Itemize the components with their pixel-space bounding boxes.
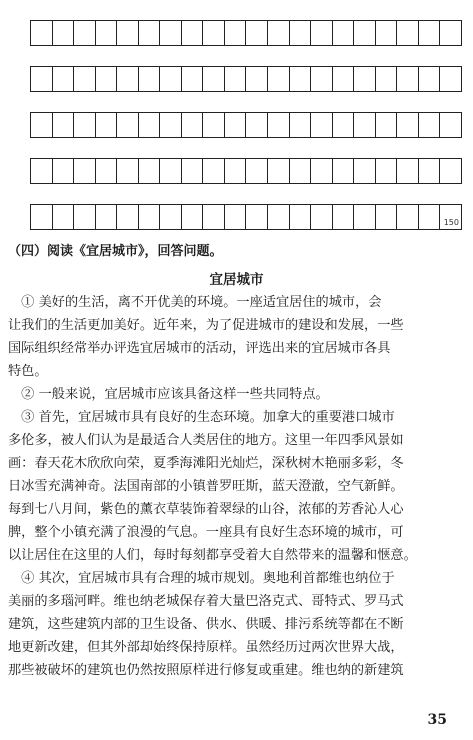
grid-cell[interactable] xyxy=(311,67,333,91)
text-line: 建筑，这些建筑内部的卫生设备、供水、供暖、排污系统等都在不断 xyxy=(8,617,404,632)
grid-cell[interactable] xyxy=(419,205,441,229)
grid-cell[interactable] xyxy=(354,113,376,137)
grid-cell[interactable] xyxy=(53,159,75,183)
grid-cell[interactable] xyxy=(440,113,462,137)
grid-cell[interactable] xyxy=(225,67,247,91)
grid-cell[interactable] xyxy=(419,113,441,137)
grid-cell[interactable] xyxy=(268,205,290,229)
grid-cell[interactable] xyxy=(376,21,398,45)
grid-cell[interactable] xyxy=(139,67,161,91)
grid-cell[interactable] xyxy=(354,205,376,229)
grid-cell[interactable] xyxy=(290,205,312,229)
text-line: 脾，整个小镇充满了浪漫的气息。一座具有良好生态环境的城市，可 xyxy=(8,525,404,540)
text-line: ④ 其次，宜居城市具有合理的城市规划。奥地利首都维也纳位于 xyxy=(8,571,395,586)
grid-cell[interactable] xyxy=(74,159,96,183)
text-line: 日冰雪充满神奇。法国南部的小镇普罗旺斯，蓝天澄澈，空气新鲜。 xyxy=(8,479,404,494)
grid-cell[interactable] xyxy=(376,67,398,91)
page-number: 35 xyxy=(427,712,447,728)
grid-cell[interactable] xyxy=(268,113,290,137)
answer-grid xyxy=(30,20,462,230)
grid-cell[interactable] xyxy=(290,159,312,183)
grid-cell[interactable] xyxy=(182,113,204,137)
text-line: 那些被破坏的建筑也仍然按照原样进行修复或重建。维也纳的新建筑 xyxy=(8,663,404,678)
grid-row xyxy=(30,204,462,230)
grid-cell[interactable] xyxy=(203,159,225,183)
grid-cell[interactable] xyxy=(160,113,182,137)
text-line: 以让居住在这里的人们，每时每刻都享受着大自然带来的温馨和惬意。 xyxy=(8,548,417,563)
grid-cell[interactable] xyxy=(397,205,419,229)
grid-cell[interactable] xyxy=(117,159,139,183)
grid-cell[interactable] xyxy=(419,67,441,91)
grid-cell[interactable] xyxy=(376,205,398,229)
section-heading: （四）阅读《宜居城市》，回答问题。 xyxy=(8,244,223,259)
grid-cell[interactable] xyxy=(333,113,355,137)
grid-cell[interactable] xyxy=(311,21,333,45)
grid-cell[interactable] xyxy=(74,113,96,137)
grid-cell[interactable] xyxy=(203,21,225,45)
text-line: 特色。 xyxy=(8,364,48,379)
grid-cell[interactable] xyxy=(311,159,333,183)
grid-cell[interactable] xyxy=(96,205,118,229)
grid-cell[interactable] xyxy=(31,205,53,229)
grid-cell[interactable] xyxy=(31,159,53,183)
grid-cell[interactable] xyxy=(376,159,398,183)
grid-cell[interactable] xyxy=(225,21,247,45)
grid-cell[interactable] xyxy=(246,67,268,91)
grid-cell[interactable] xyxy=(290,67,312,91)
text-line: 每到七八月间，紫色的薰衣草装饰着翠绿的山谷，浓郁的芳香沁人心 xyxy=(8,502,404,517)
grid-cell[interactable] xyxy=(160,67,182,91)
text-line: 画：春天花木欣欣向荣，夏季海滩阳光灿烂，深秋树木艳丽多彩，冬 xyxy=(8,456,404,471)
grid-cell[interactable] xyxy=(354,67,376,91)
grid-cell[interactable] xyxy=(96,21,118,45)
grid-cell[interactable] xyxy=(246,113,268,137)
grid-cell[interactable] xyxy=(74,205,96,229)
grid-cell[interactable] xyxy=(117,67,139,91)
grid-cell[interactable] xyxy=(225,113,247,137)
grid-cell[interactable] xyxy=(160,205,182,229)
text-line: ① 美好的生活，离不开优美的环境。一座适宜居住的城市，会 xyxy=(8,295,382,310)
grid-cell[interactable] xyxy=(117,205,139,229)
text-line: 多伦多，被人们认为是最适合人类居住的地方。这里一年四季风景如 xyxy=(8,433,404,448)
grid-cell[interactable] xyxy=(397,67,419,91)
text-line: ③ 首先，宜居城市具有良好的生态环境。加拿大的重要港口城市 xyxy=(8,410,395,425)
grid-cell[interactable] xyxy=(31,113,53,137)
grid-cell[interactable] xyxy=(397,159,419,183)
grid-cell[interactable] xyxy=(203,67,225,91)
grid-row xyxy=(30,66,462,92)
grid-cell[interactable] xyxy=(53,67,75,91)
grid-cell[interactable] xyxy=(182,159,204,183)
grid-cell[interactable] xyxy=(311,205,333,229)
grid-cell[interactable] xyxy=(117,21,139,45)
grid-cell[interactable] xyxy=(139,159,161,183)
grid-cell[interactable] xyxy=(31,21,53,45)
grid-cell[interactable] xyxy=(53,205,75,229)
grid-cell[interactable] xyxy=(397,21,419,45)
text-line: ② 一般来说，宜居城市应该具备这样一些共同特点。 xyxy=(8,387,329,402)
grid-cell[interactable] xyxy=(333,21,355,45)
grid-cell[interactable] xyxy=(246,21,268,45)
grid-cell[interactable] xyxy=(139,205,161,229)
grid-cell[interactable] xyxy=(96,159,118,183)
grid-cell[interactable] xyxy=(225,205,247,229)
grid-cell[interactable] xyxy=(440,67,462,91)
grid-cell[interactable] xyxy=(376,113,398,137)
grid-cell[interactable] xyxy=(225,159,247,183)
grid-cell[interactable] xyxy=(96,113,118,137)
grid-cell[interactable] xyxy=(203,113,225,137)
grid-cell[interactable] xyxy=(290,113,312,137)
text-line: 地更新改建，但其外部却始终保持原样。虽然经历过两次世界大战， xyxy=(8,640,404,655)
text-line: 国际组织经常举办评选宜居城市的活动，评选出来的宜居城市各具 xyxy=(8,341,391,356)
grid-cell[interactable] xyxy=(182,205,204,229)
grid-row xyxy=(30,112,462,138)
grid-cell[interactable] xyxy=(311,113,333,137)
paragraph-3 xyxy=(8,406,464,567)
grid-cell[interactable] xyxy=(440,159,462,183)
text-line: 让我们的生活更加美好。近年来，为了促进城市的建设和发展，一些 xyxy=(8,318,404,333)
grid-cell[interactable] xyxy=(440,21,462,45)
text-line: 美丽的多瑙河畔。维也纳老城保存着大量巴洛克式、哥特式、罗马式 xyxy=(8,594,404,609)
grid-cell[interactable] xyxy=(333,159,355,183)
grid-cell[interactable] xyxy=(117,113,139,137)
grid-cell[interactable] xyxy=(246,159,268,183)
grid-cell[interactable] xyxy=(160,159,182,183)
grid-cell[interactable] xyxy=(333,67,355,91)
paragraph-4 xyxy=(8,567,464,682)
grid-cell[interactable] xyxy=(419,21,441,45)
grid-cell[interactable] xyxy=(139,21,161,45)
grid-row xyxy=(30,20,462,46)
grid-cell[interactable] xyxy=(53,113,75,137)
grid-cell[interactable] xyxy=(268,67,290,91)
grid-cell[interactable] xyxy=(333,205,355,229)
paragraph-1 xyxy=(8,291,464,383)
grid-cell[interactable] xyxy=(74,67,96,91)
grid-cell[interactable] xyxy=(160,21,182,45)
grid-cell[interactable] xyxy=(182,21,204,45)
word-count-label: 150 xyxy=(443,218,459,227)
grid-cell[interactable] xyxy=(139,113,161,137)
grid-cell[interactable] xyxy=(96,67,118,91)
grid-cell[interactable] xyxy=(268,21,290,45)
grid-cell[interactable] xyxy=(246,205,268,229)
grid-cell[interactable] xyxy=(290,21,312,45)
grid-cell[interactable] xyxy=(397,113,419,137)
grid-cell[interactable] xyxy=(182,67,204,91)
grid-cell[interactable] xyxy=(74,21,96,45)
paragraph-2 xyxy=(8,383,464,406)
grid-cell[interactable] xyxy=(53,21,75,45)
grid-cell[interactable] xyxy=(268,159,290,183)
grid-cell[interactable] xyxy=(354,159,376,183)
grid-cell[interactable] xyxy=(31,67,53,91)
grid-cell[interactable] xyxy=(203,205,225,229)
grid-cell[interactable] xyxy=(354,21,376,45)
grid-row xyxy=(30,158,462,184)
article-title: 宜居城市 xyxy=(209,272,264,288)
grid-cell[interactable] xyxy=(419,159,441,183)
